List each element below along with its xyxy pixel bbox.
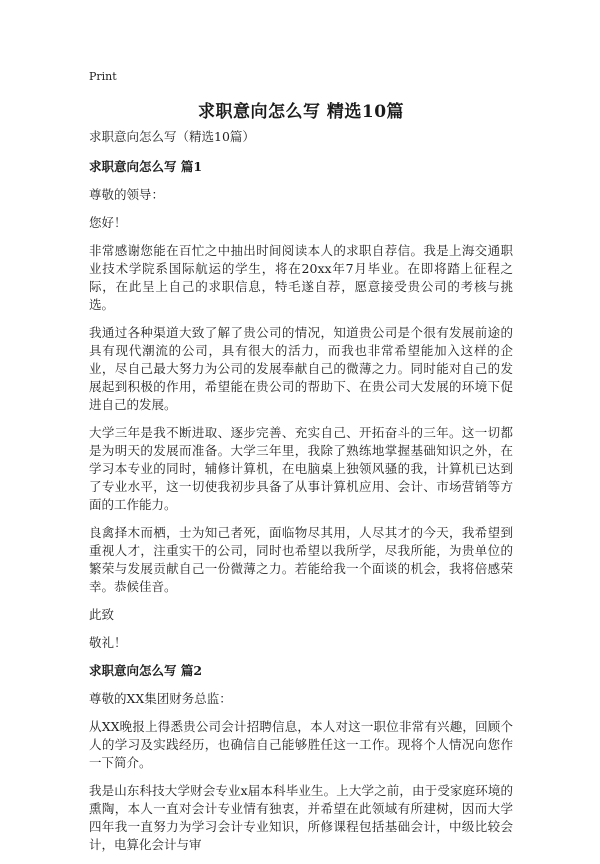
paragraph: 良禽择木而栖，士为知己者死，面临物尽其用，人尽其才的今天，我希望到重视人才，注重实干的公司，同时也希望以我所学，尽我所能，为贵单位的繁荣与发展贡献自己一份微薄之力。若能给我一个面谈的机会，我将倍感荣幸。恭候佳音。 bbox=[89, 525, 513, 594]
paragraph: 您好！ bbox=[89, 215, 127, 230]
print-label[interactable]: Print bbox=[89, 70, 117, 83]
paragraph: 尊敬的XX集团财务总监： bbox=[89, 691, 232, 706]
section-heading-2: 求职意向怎么写 篇2 bbox=[89, 663, 203, 678]
section-heading-1: 求职意向怎么写 篇1 bbox=[89, 159, 203, 174]
document-title: 求职意向怎么写 精选10篇 bbox=[197, 102, 405, 122]
document-subtitle: 求职意向怎么写（精选10篇） bbox=[89, 129, 255, 144]
document-body bbox=[89, 128, 513, 864]
paragraph: 尊敬的领导： bbox=[89, 187, 165, 202]
document-page bbox=[89, 0, 513, 852]
paragraph: 从XX晚报上得悉贵公司会计招聘信息，本人对这一职位非常有兴趣，回顾个人的学习及实践经历，也确信自己能够胜任这一工作。现将个人情况向您作一下简介。 bbox=[89, 719, 513, 770]
paragraph: 非常感谢您能在百忙之中抽出时间阅读本人的求职自荐信。我是上海交通职业技术学院系国际航运的学生，将在20xx年7月毕业。在即将踏上征程之际，在此呈上自己的求职信息，特毛遂自荐，愿意接受贵公司的考核与挑选。 bbox=[89, 243, 513, 312]
paragraph: 敬礼！ bbox=[89, 635, 127, 650]
paragraph: 大学三年是我不断进取、逐步完善、充实自己、开拓奋斗的三年。这一切都是为明天的发展而准备。大学三年里，我除了熟练地掌握基础知识之外，在学习本专业的同时，辅修计算机，在电脑桌上独领风骚的我，计算机已达到了专业水平，这一切使我初步具备了从事计算机应用、会计、市场营销等方面的工作能力。 bbox=[89, 425, 513, 512]
paragraph: 我是山东科技大学财会专业x届本科毕业生。上大学之前，由于受家庭环境的熏陶，本人一直对会计专业情有独衷，并希望在此领域有所建树，因而大学四年我一直努力为学习会计专业知识，所修课程包括基础会计，中级比较会计，电算化会计与审 bbox=[89, 783, 513, 852]
paragraph: 此致 bbox=[89, 607, 115, 622]
paragraph: 我通过各种渠道大致了解了贵公司的情况，知道贵公司是个很有发展前途的具有现代潮流的公司，具有很大的活力，而我也非常希望能加入这样的企业，尽自己最大努力为公司的发展奉献自己的微薄之力。同时能对自己的发展起到积极的作用，希望能在贵公司的帮助下、在贵公司大发展的环境下促进自己的发展。 bbox=[89, 325, 513, 412]
